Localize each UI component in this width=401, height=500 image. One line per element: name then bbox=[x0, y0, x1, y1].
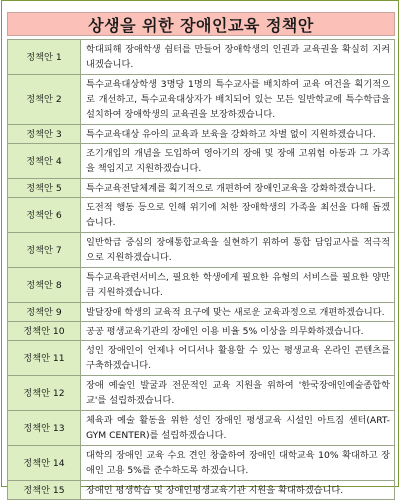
table-row bbox=[8, 341, 395, 376]
policy-text: 공공 평생교육기관의 장애인 이용 비율 5% 이상을 의무화하겠습니다. bbox=[81, 322, 395, 341]
table-row bbox=[8, 411, 395, 446]
table-row bbox=[8, 75, 395, 125]
table-row bbox=[8, 125, 395, 144]
policy-label: 정책안 9 bbox=[8, 303, 81, 322]
policy-text: 특수교육대상 유아의 교육과 보육을 강화하고 차별 없이 지원하겠습니다. bbox=[81, 125, 395, 144]
policy-label: 정책안 2 bbox=[8, 75, 81, 125]
table-row bbox=[8, 376, 395, 411]
policy-label: 정책안 6 bbox=[8, 198, 81, 233]
policy-text: 특수교육전달체계를 획기적으로 개편하여 장애인교육을 강화하겠습니다. bbox=[81, 179, 395, 198]
table-row bbox=[8, 481, 395, 500]
policy-text: 발달장애 학생의 교육적 요구에 맞는 새로운 교육과정으로 개편하겠습니다. bbox=[81, 303, 395, 322]
policy-label: 정책안 4 bbox=[8, 144, 81, 179]
policy-label: 정책안 8 bbox=[8, 268, 81, 303]
policy-text: 성인 장애인이 언제나 어디서나 활용할 수 있는 평생교육 온라인 콘텐츠를 구축하겠습니다. bbox=[81, 341, 395, 376]
policy-text: 일반학급 중심의 장애통합교육을 실현하기 위하여 통합 담임교사를 적극적으로 지원하겠습니다. bbox=[81, 233, 395, 268]
table-row bbox=[8, 198, 395, 233]
policy-text: 조기개입의 개념을 도입하여 영아기의 장애 및 장애 고위험 아동과 그 가족을 책임지고 지원하겠습니다. bbox=[81, 144, 395, 179]
table-row bbox=[8, 303, 395, 322]
policy-label: 정책안 15 bbox=[8, 481, 81, 500]
policy-text: 장애 예술인 발굴과 전문적인 교육 지원을 위하여 '한국장애인예술종합학교'를 설립하겠습니다. bbox=[81, 376, 395, 411]
policy-label: 정책안 7 bbox=[8, 233, 81, 268]
table-row bbox=[8, 144, 395, 179]
policy-text: 장애인 평생학습 및 장애인평생교육기관 지원을 확대하겠습니다. bbox=[81, 481, 395, 500]
table-row bbox=[8, 268, 395, 303]
policy-text: 체육과 예술 활동을 위한 성인 장애인 평생교육 시설인 아트짐 센터(ART-GYM CENTER)를 설립하겠습니다. bbox=[81, 411, 395, 446]
policy-label: 정책안 10 bbox=[8, 322, 81, 341]
table-row bbox=[8, 322, 395, 341]
title-bar bbox=[7, 12, 395, 36]
table-row bbox=[8, 446, 395, 481]
policy-text: 도전적 행동 등으로 인해 위기에 처한 장애학생의 가족을 최선을 다해 돕겠습니다. bbox=[81, 198, 395, 233]
policy-text: 특수교육관련서비스, 필요한 학생에게 필요한 유형의 서비스를 필요한 양만큼 지원하겠습니다. bbox=[81, 268, 395, 303]
table-row bbox=[8, 233, 395, 268]
policy-label: 정책안 5 bbox=[8, 179, 81, 198]
table-row bbox=[8, 40, 395, 75]
page-title: 상생을 위한 장애인교육 정책안 bbox=[88, 15, 314, 35]
policy-sheet bbox=[1, 0, 399, 496]
policy-text: 대학의 장애인 교육 수요 견인 창출하여 장애인 대학교육 10% 확대하고 장애인 고용 5%를 준수하도록 하겠습니다. bbox=[81, 446, 395, 481]
policy-table bbox=[7, 39, 395, 500]
policy-label: 정책안 11 bbox=[8, 341, 81, 376]
policy-label: 정책안 14 bbox=[8, 446, 81, 481]
policy-label: 정책안 12 bbox=[8, 376, 81, 411]
table-row bbox=[8, 179, 395, 198]
policy-text: 특수교육대상학생 3명당 1명의 특수교사를 배치하여 교육 여건을 획기적으로 개선하고, 특수교육대상자가 배치되어 있는 모든 일반학교에 특수학급을 설치하여 장애학생의 교육권을 보장하겠습니다. bbox=[81, 75, 395, 125]
policy-label: 정책안 3 bbox=[8, 125, 81, 144]
policy-label: 정책안 13 bbox=[8, 411, 81, 446]
policy-label: 정책안 1 bbox=[8, 40, 81, 75]
policy-text: 학대피해 장애학생 쉼터를 만들어 장애학생의 인권과 교육권을 확실히 지켜내겠습니다. bbox=[81, 40, 395, 75]
